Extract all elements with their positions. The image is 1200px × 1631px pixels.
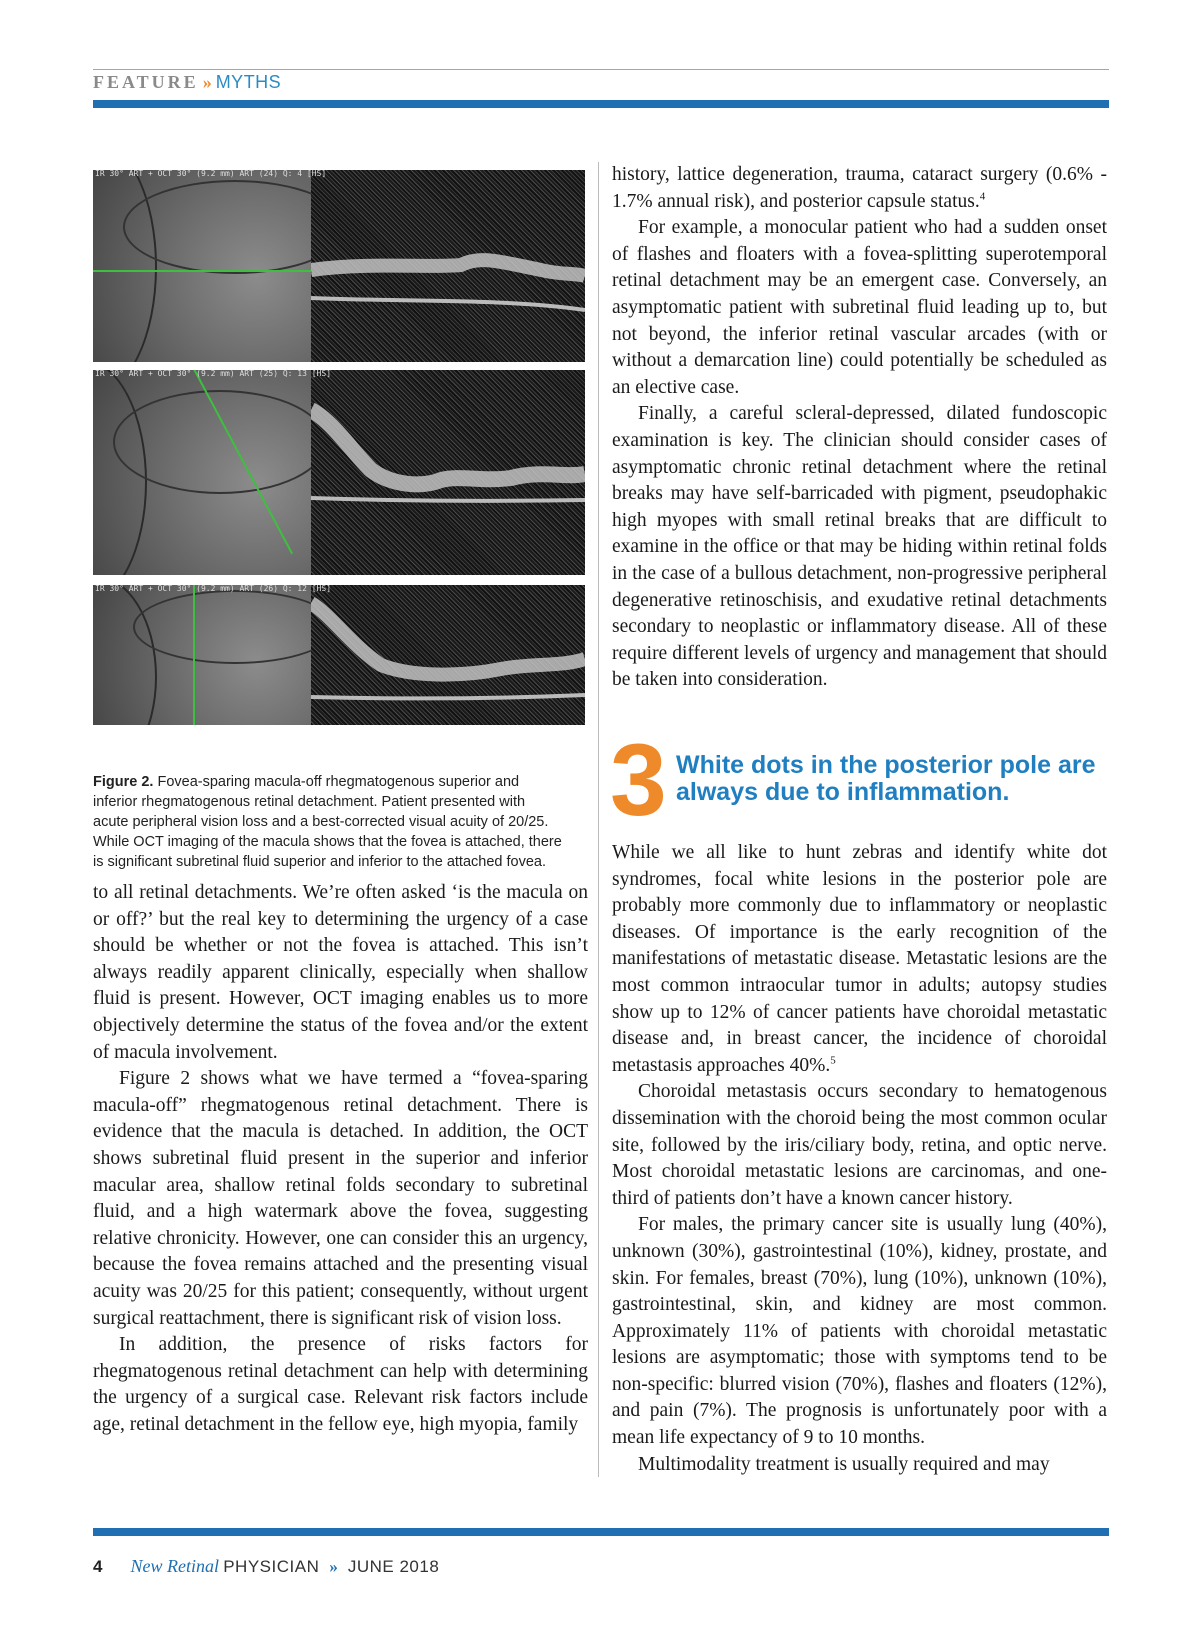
body-paragraph: In addition, the presence of risks factors for rhegmatogenous retinal detachment can help with determining the urgency of a surgical case. Relevant risk factors include age, retinal detachment in the fellow eye, high myopia, family bbox=[93, 1334, 588, 1435]
oct-layer-trace bbox=[311, 370, 585, 575]
header-arrow-icon: » bbox=[202, 72, 212, 92]
column-divider bbox=[598, 162, 599, 1477]
section-label: MYTHS bbox=[215, 72, 282, 92]
body-paragraph: For example, a monocular patient who had a sudden onset of flashes and floaters with a fovea-splitting superotemporal retinal detachment may be an emergent case. Conversely, an asymptomatic patient with subretinal fluid leading up to, but not beyond, the inferior retinal vascular arcades (with or without a demarcation line) could potentially be scheduled as an elective case. bbox=[612, 217, 1107, 398]
body-paragraph: Figure 2 shows what we have termed a “fovea-sparing macula-off” rhegmatogenous retinal detachment. There is evidence that the macula is detached. In addition, the OCT shows subretinal fluid present in the superior and inferior macular area, shallow retinal folds secondary to subretinal fluid, and a high watermark above the fovea, suggesting relative chronicity. However, one can consider this an urgency, because the fovea remains attached and the presenting visual acuity was 20/25 for this patient; consequently, without urgent surgical reattachment, there is significant risk of vision loss. bbox=[93, 1068, 588, 1329]
page-number: 4 bbox=[93, 1557, 103, 1576]
oct-layer-trace bbox=[311, 170, 585, 362]
feature-label: FEATURE bbox=[93, 72, 199, 92]
body-paragraph: history, lattice degeneration, trauma, cataract surgery (0.6% - 1.7% annual risk), and posterior capsule status.$^4$ bbox=[612, 164, 1107, 212]
figure-caption bbox=[93, 772, 563, 872]
reference-5[interactable]: 5 bbox=[830, 1054, 836, 1067]
issue-date: JUNE 2018 bbox=[347, 1557, 440, 1576]
myth-number: 3 bbox=[610, 723, 667, 837]
panel-label: IR 30° ART + OCT 30° (9.2 mm) ART (24) Q: 4 [HS] bbox=[95, 170, 327, 178]
left-column bbox=[93, 880, 588, 1438]
body-paragraph: Choroidal metastasis occurs secondary to hematogenous dissemination with the choroid being the most common ocular site, followed by the iris/ciliary body, retina, and optic nerve. Most choroidal metastatic lesions are carcinomas, and one-third of patients don’t have a known cancer history. bbox=[612, 1081, 1107, 1209]
page-footer bbox=[93, 1556, 439, 1577]
fundus-image bbox=[93, 370, 311, 575]
fundus-image bbox=[93, 585, 311, 725]
body-paragraph: to all retinal detachments. We’re often asked ‘is the macula on or off?’ but the real key to determining the urgency of a case should be whether or not the fovea is attached. This isn’t always readily apparent clinically, especially when shallow fluid is present. However, OCT imaging enables us to more objectively determine the status of the fovea and/or the extent of macula involvement. bbox=[93, 882, 588, 1063]
right-column-bottom bbox=[612, 840, 1107, 1478]
footer-bar bbox=[93, 1528, 1109, 1536]
reference-4[interactable]: 4 bbox=[979, 190, 986, 203]
panel-label: IR 30° ART + OCT 30° (9.2 mm) ART (25) Q: 13 [HS] bbox=[95, 370, 332, 378]
body-paragraph: Multimodality treatment is usually required and may bbox=[638, 1453, 1050, 1475]
oct-layer-trace bbox=[311, 585, 585, 725]
magazine-name: PHYSICIAN bbox=[223, 1557, 320, 1576]
panel-label: IR 30° ART + OCT 30° (9.2 mm) ART (26) Q: 12 [HS] bbox=[95, 585, 332, 593]
caption-text: Fovea-sparing macula-off rhegmatogenous superior and inferior rhegmatogenous retinal detachment. Patient presented with acute peripheral vision loss and a best-corrected visual acuity of 20/25. While OCT imaging of the macula shows that the fovea is attached, there is significant subretinal fluid superior and inferior to the attached fovea. bbox=[93, 774, 562, 870]
body-paragraph: Finally, a careful scleral-depressed, dilated fundoscopic examination is key. The clinician should consider cases of asymptomatic chronic retinal detachment where the retinal breaks may have self-barricaded with pigment, pseudophakic high myopes with small retinal breaks that are difficult to examine in the office or that may be hiding within retinal folds in the case of a bullous detachment, non-progressive peripheral degenerative retinoschisis, and exudative retinal detachments secondary to neoplastic or inflammatory disease. All of these require different levels of urgency and management that should be taken into consideration. bbox=[612, 403, 1107, 691]
magazine-name-italic: New Retinal bbox=[130, 1556, 219, 1576]
myth-heading: White dots in the posterior pole are always due to inflammation. bbox=[676, 751, 1096, 806]
figure-2 bbox=[93, 170, 585, 755]
figure-panel-2 bbox=[93, 370, 585, 575]
header-bar bbox=[93, 100, 1109, 108]
right-column-top bbox=[612, 162, 1107, 694]
figure-panel-1 bbox=[93, 170, 585, 362]
running-header bbox=[93, 72, 281, 93]
figure-panel-3 bbox=[93, 585, 585, 725]
body-paragraph: For males, the primary cancer site is usually lung (40%), unknown (30%), gastrointestinal (10%), kidney, prostate, and skin. For females, breast (70%), lung (10%), unknown (10%), gastrointestinal, skin, and kidney are most common. Approximately 11% of patients with choroidal metastatic lesions are asymptomatic; those with symptoms tend to be non-specific: blurred vision (70%), flashes and floaters (12%), and pain (7%). The prognosis is unfortunately poor with a mean life expectancy of 9 to 10 months. bbox=[612, 1214, 1107, 1449]
fundus-image bbox=[93, 170, 311, 362]
header-rule bbox=[93, 69, 1109, 70]
caption-label: Figure 2. bbox=[93, 774, 154, 790]
body-paragraph: While we all like to hunt zebras and identify white dot syndromes, focal white lesions in the posterior pole are probably more commonly due to inflammatory or neoplastic diseases. Of importance is the early recognition of the manifestations of metastatic disease. Metastatic lesions are the most common intraocular tumor in adults; autopsy studies show up to 12% of cancer patients have choroidal metastatic disease and, in breast cancer, the incidence of choroidal metastasis approaches 40%.$^5$ bbox=[612, 842, 1107, 1076]
footer-arrow-icon: » bbox=[329, 1557, 338, 1576]
